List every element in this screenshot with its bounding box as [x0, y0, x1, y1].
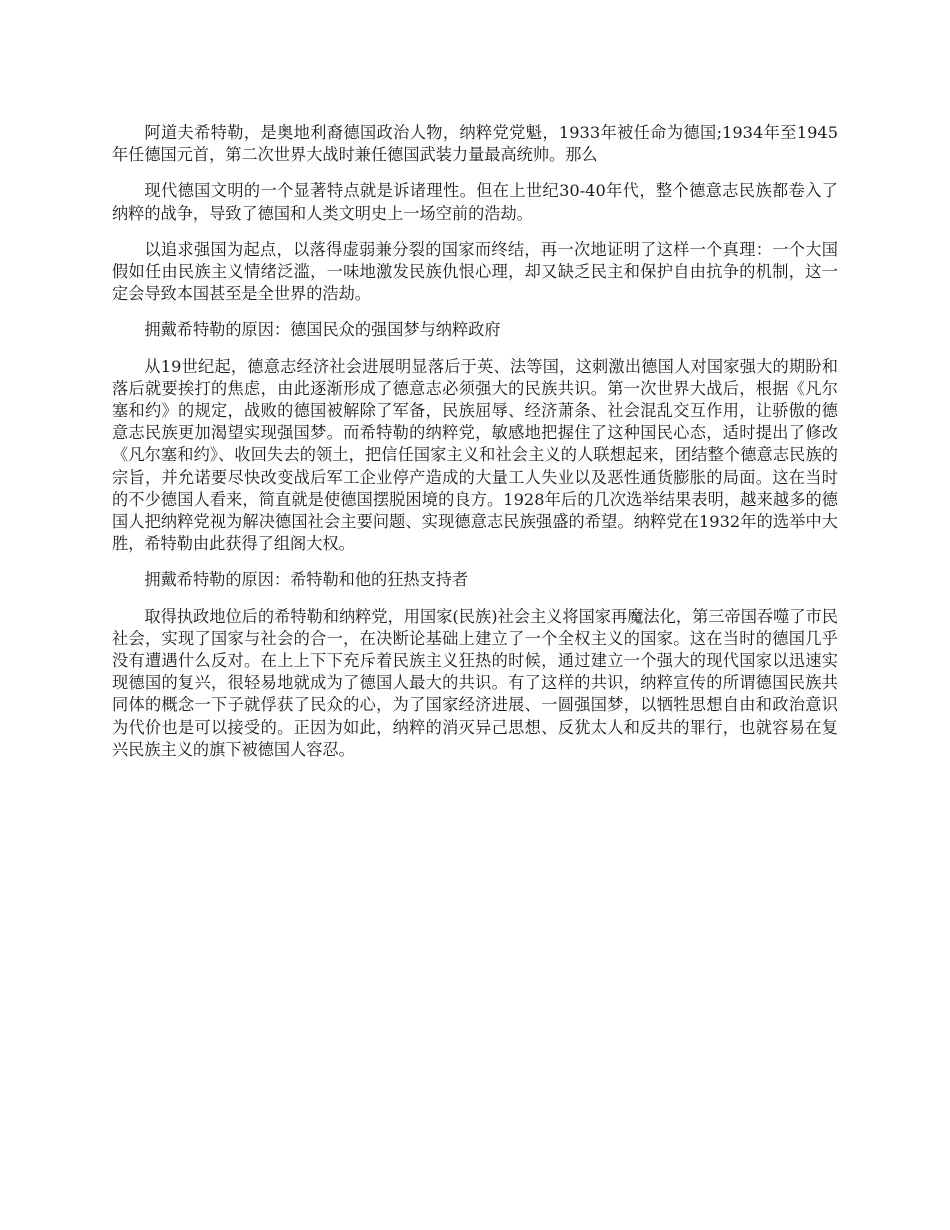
paragraph-nazi-rule: 取得执政地位后的希特勒和纳粹党，用国家(民族)社会主义将国家再魔法化，第三帝国吞噬了市民社会，实现了国家与社会的合一，在决断论基础上建立了一个全权主义的国家。这在当时的德国几乎没有遭遇什么反对。在上上下下充斥着民族主义狂热的时候，通过建立一个强大的现代国家以迅速实现德国的复兴，很轻易地就成为了德国人最大的共识。有了这样的共识，纳粹宣传的所谓德国民族共同体的概念一下子就俘获了民众的心，为了国家经济进展、一圆强国梦，以牺牲思想自由和政治意识为代价也是可以接受的。正因为如此，纳粹的消灭异己思想、反犹太人和反共的罪行，也就容易在复兴民族主义的旗下被德国人容忍。	[112, 606, 838, 759]
paragraph-lesson: 以追求强国为起点，以落得虚弱兼分裂的国家而终结，再一次地证明了这样一个真理：一个大国假如任由民族主义情绪泛滥，一味地激发民族仇恨心理，却又缺乏民主和保护自由抗争的机制，这一定会导致本国甚至是全世界的浩劫。	[112, 239, 838, 304]
paragraph-historical-background: 从19世纪起，德意志经济社会进展明显落后于英、法等国，这刺激出德国人对国家强大的期盼和落后就要挨打的焦虑，由此逐渐形成了德意志必须强大的民族共识。第一次世界大战后，根据《凡尔塞和约》的规定，战败的德国被解除了军备，民族屈辱、经济萧条、社会混乱交互作用，让骄傲的德意志民族更加渴望实现强国梦。而希特勒的纳粹党，敏感地把握住了这种国民心态，适时提出了修改《凡尔塞和约》、收回失去的领土，把信任国家主义和社会主义的人联想起来，团结整个德意志民族的宗旨，并允诺要尽快改变战后军工企业停产造成的大量工人失业以及恶性通货膨胀的局面。这在当时的不少德国人看来，简直就是使德国摆脱困境的良方。1928年后的几次选举结果表明，越来越多的德国人把纳粹党视为解决德国社会主要问题、实现德意志民族强盛的希望。纳粹党在1932年的选举中大胜，希特勒由此获得了组阁大权。	[112, 356, 838, 554]
paragraph-rationality: 现代德国文明的一个显著特点就是诉诸理性。但在上世纪30-40年代，整个德意志民族都卷入了纳粹的战争，导致了德国和人类文明史上一场空前的浩劫。	[112, 181, 838, 223]
section-heading-fanatic-supporters: 拥戴希特勒的原因：希特勒和他的狂热支持者	[144, 570, 469, 590]
document-body	[112, 122, 838, 775]
paragraph-intro: 阿道夫希特勒，是奥地利裔德国政治人物，纳粹党党魁，1933年被任命为德国;1934年至1945年任德国元首，第二次世界大战时兼任德国武装力量最高统帅。那么	[112, 123, 838, 165]
section-heading-strong-nation-dream: 拥戴希特勒的原因：德国民众的强国梦与纳粹政府	[144, 320, 501, 340]
